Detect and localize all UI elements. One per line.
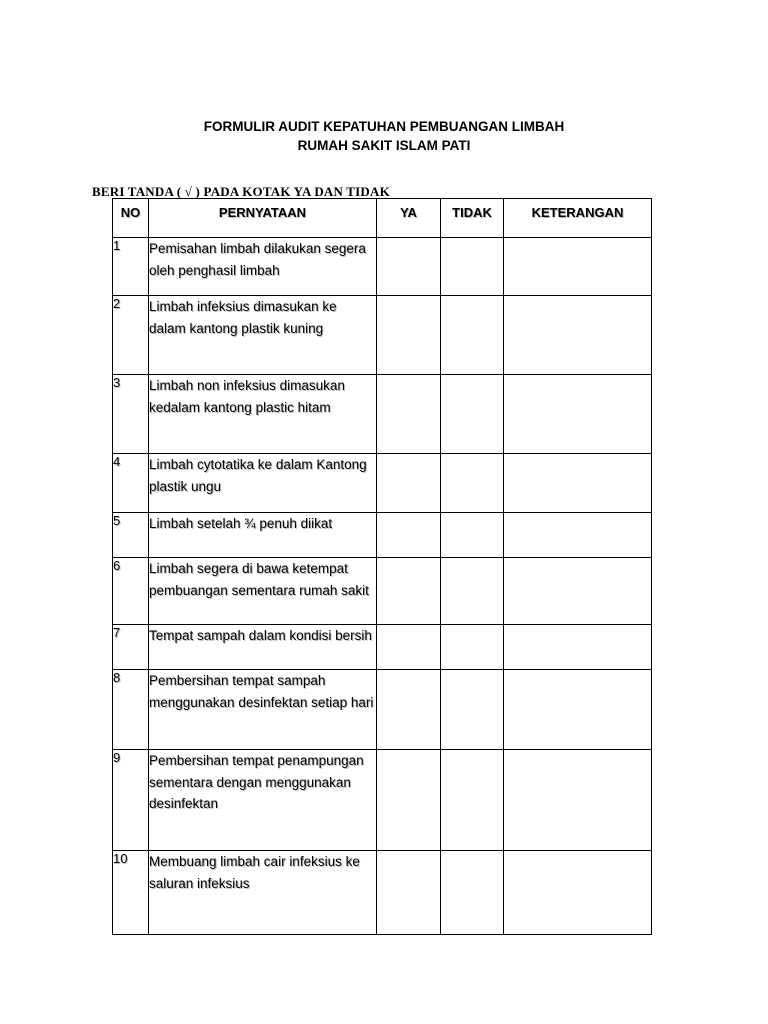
instruction-text: BERI TANDA ( √ ) PADA KOTAK YA DAN TIDAK: [92, 184, 390, 199]
table-row: [113, 513, 652, 558]
row-number: 9: [113, 750, 149, 851]
no-checkbox-cell[interactable]: [441, 625, 504, 670]
table-row: [113, 750, 652, 851]
yes-checkbox-cell[interactable]: [377, 558, 441, 625]
notes-cell[interactable]: [504, 513, 652, 558]
row-number: 6: [113, 558, 149, 625]
row-number: 8: [113, 670, 149, 750]
yes-checkbox-cell[interactable]: [377, 238, 441, 296]
yes-checkbox-cell[interactable]: [377, 851, 441, 935]
notes-cell[interactable]: [504, 558, 652, 625]
row-number: 1: [113, 238, 149, 296]
yes-checkbox-cell[interactable]: [377, 750, 441, 851]
row-statement: Tempat sampah dalam kondisi bersih: [149, 625, 377, 670]
audit-table: [112, 198, 652, 935]
table-row: [113, 851, 652, 935]
row-number: 2: [113, 296, 149, 375]
yes-checkbox-cell[interactable]: [377, 375, 441, 454]
yes-checkbox-cell[interactable]: [377, 625, 441, 670]
no-checkbox-cell[interactable]: [441, 851, 504, 935]
table-row: [113, 558, 652, 625]
no-checkbox-cell[interactable]: [441, 558, 504, 625]
header-no-answer: TIDAK: [441, 199, 504, 238]
no-checkbox-cell[interactable]: [441, 296, 504, 375]
table-row: [113, 670, 652, 750]
row-statement: Pembersihan tempat penampungan sementara dengan menggunakan desinfektan: [149, 750, 377, 851]
notes-cell[interactable]: [504, 454, 652, 513]
yes-checkbox-cell[interactable]: [377, 513, 441, 558]
yes-checkbox-cell[interactable]: [377, 296, 441, 375]
row-number: 5: [113, 513, 149, 558]
row-statement: Limbah infeksius dimasukan ke dalam kantong plastik kuning: [149, 296, 377, 375]
hospital-name: RUMAH SAKIT ISLAM PATI: [297, 138, 471, 153]
table-row: [113, 625, 652, 670]
no-checkbox-cell[interactable]: [441, 238, 504, 296]
row-statement: Pembersihan tempat sampah menggunakan desinfektan setiap hari: [149, 670, 377, 750]
row-statement: Limbah setelah ¾ penuh diikat: [149, 513, 377, 558]
row-statement: Limbah segera di bawa ketempat pembuangan sementara rumah sakit: [149, 558, 377, 625]
table-row: [113, 296, 652, 375]
no-checkbox-cell[interactable]: [441, 375, 504, 454]
table-row: [113, 375, 652, 454]
form-title: FORMULIR AUDIT KEPATUHAN PEMBUANGAN LIMBAH: [203, 119, 565, 134]
header-row: [113, 199, 652, 238]
row-number: 4: [113, 454, 149, 513]
notes-cell[interactable]: [504, 851, 652, 935]
header-no: NO: [113, 199, 149, 238]
header-statement: PERNYATAAN: [149, 199, 377, 238]
notes-cell[interactable]: [504, 750, 652, 851]
notes-cell[interactable]: [504, 238, 652, 296]
row-statement: Membuang limbah cair infeksius ke saluran infeksius: [149, 851, 377, 935]
row-statement: Limbah non infeksius dimasukan kedalam kantong plastic hitam: [149, 375, 377, 454]
row-number: 10: [113, 851, 149, 935]
notes-cell[interactable]: [504, 296, 652, 375]
notes-cell[interactable]: [504, 625, 652, 670]
row-number: 7: [113, 625, 149, 670]
row-statement: Limbah cytotatika ke dalam Kantong plastik ungu: [149, 454, 377, 513]
table-row: [113, 238, 652, 296]
notes-cell[interactable]: [504, 670, 652, 750]
no-checkbox-cell[interactable]: [441, 454, 504, 513]
yes-checkbox-cell[interactable]: [377, 670, 441, 750]
notes-cell[interactable]: [504, 375, 652, 454]
no-checkbox-cell[interactable]: [441, 513, 504, 558]
row-number: 3: [113, 375, 149, 454]
table-row: [113, 454, 652, 513]
row-statement: Pemisahan limbah dilakukan segera oleh penghasil limbah: [149, 238, 377, 296]
header-notes: KETERANGAN: [504, 199, 652, 238]
no-checkbox-cell[interactable]: [441, 670, 504, 750]
header-yes: YA: [377, 199, 441, 238]
yes-checkbox-cell[interactable]: [377, 454, 441, 513]
no-checkbox-cell[interactable]: [441, 750, 504, 851]
